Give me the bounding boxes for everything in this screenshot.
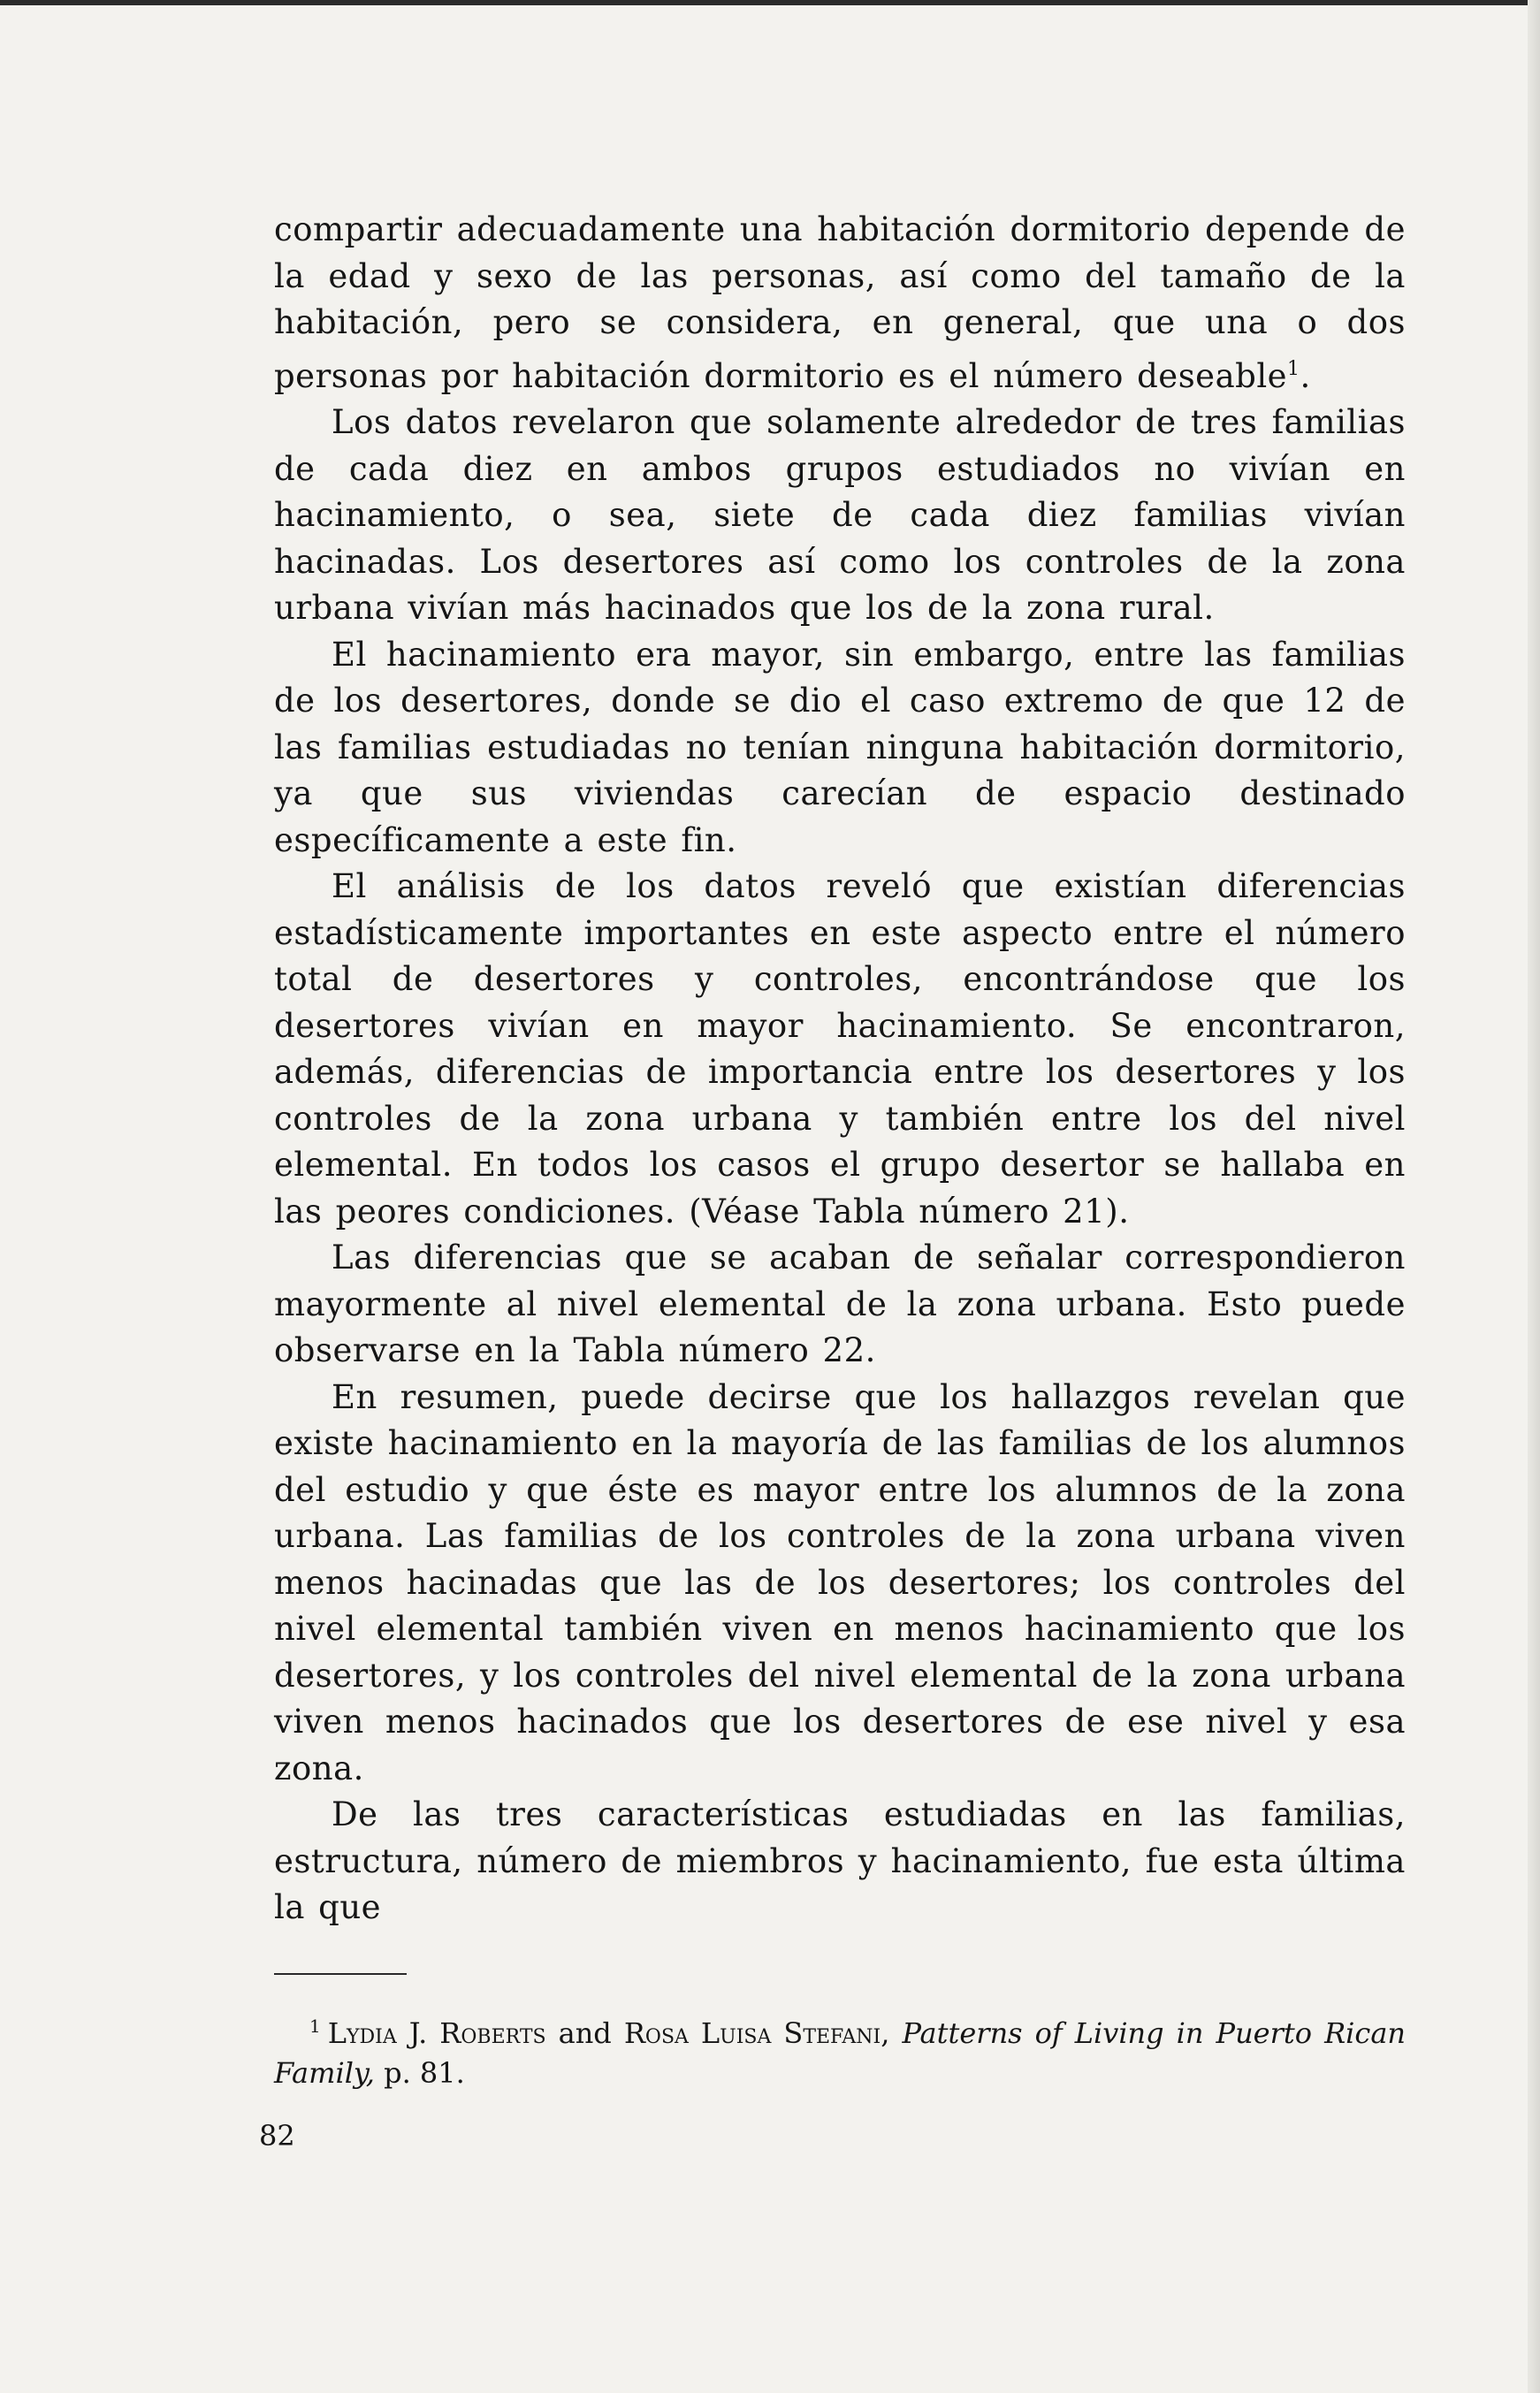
paragraph-1: [274, 207, 1406, 400]
paragraph-1-text: compartir adecuadamente una habitación dormitorio depende de la edad y sexo de las personas, así como del tamaño de la habitación, pero se considera, en general, que una o dos personas por habitación dormitorio es el número deseable: [274, 210, 1406, 395]
footnote-title: Patterns of Living in Puerto Rican Family,: [274, 2016, 1407, 2090]
page-number: 82: [259, 2119, 295, 2153]
body-text: [274, 207, 1406, 1932]
footnote-reference: 1: [1287, 357, 1300, 380]
paragraph-4: El análisis de los datos reveló que existían diferencias estadísticamente importantes en este aspecto entre el número total de desertores y controles, encontrándose que los desertores vivían en mayor hacinamiento. Se encontraron, además, diferencias de importancia entre los desertores y los controles de la zona urbana y también entre los del nivel elemental. En todos los casos el grupo desertor se hallaba en las peores condiciones. (Véase Tabla número 21).: [274, 867, 1406, 1231]
paragraph-5: Las diferencias que se acaban de señalar correspondieron mayormente al nivel elemental de la zona urbana. Esto puede observarse en la Tabla número 22.: [274, 1238, 1406, 1369]
footnote-marker: 1: [309, 2016, 321, 2037]
page-right-edge: [1528, 0, 1540, 2393]
paragraph-6: En resumen, puede decirse que los hallazgos revelan que existe hacinamiento en la mayoría de las familias de los alumnos del estudio y que éste es mayor entre los alumnos de la zona urbana. Las familias de los controles de la zona urbana viven menos hacinadas que las de los desertores; los controles del nivel elemental también viven en menos hacinamiento que los desertores, y los controles del nivel elemental de la zona urbana viven menos hacinados que los desertores de ese nivel y esa zona.: [274, 1377, 1406, 1787]
page-top-edge: [0, 0, 1540, 5]
footnote: [274, 2007, 1406, 2093]
paragraph-7: De las tres características estudiadas en las familias, estructura, número de miembros y hacinamiento, fue esta última la que: [274, 1795, 1406, 1926]
footnote-author-2: Rosa Luisa Stefani,: [623, 2016, 890, 2050]
paragraph-2: Los datos revelaron que solamente alrededor de tres familias de cada diez en ambos grupos estudiados no vivían en hacinamiento, o sea, siete de cada diez familias vivían hacinadas. Los desertores así como los controles de la zona urbana vivían más hacinados que los de la zona rural.: [274, 403, 1406, 627]
paragraph-1-tail: .: [1300, 356, 1311, 395]
paragraph-3: El hacinamiento era mayor, sin embargo, entre las familias de los desertores, donde se dio el caso extremo de que 12 de las familias estudiadas no tenían ninguna habitación dormitorio, ya que sus viviendas carecían de espacio destinado específicamente a este fin.: [274, 635, 1406, 859]
footnote-author-1: Lydia J. Roberts: [327, 2016, 546, 2050]
footnote-conjunction: and: [558, 2016, 612, 2050]
footnote-page: p. 81.: [384, 2056, 465, 2090]
footnote-divider: [274, 1973, 407, 1975]
